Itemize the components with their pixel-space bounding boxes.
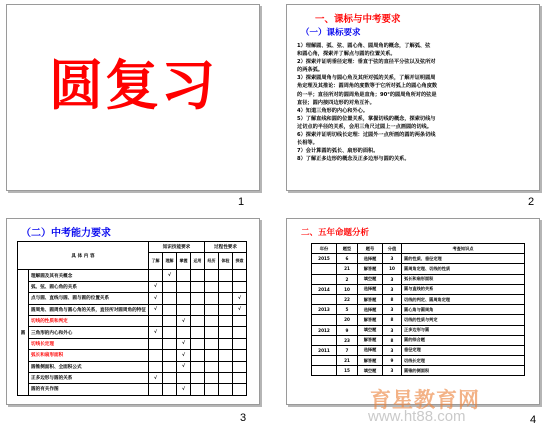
watermark-url: www.ht88.com bbox=[368, 408, 466, 425]
slide-thumbnail-4[interactable] bbox=[286, 218, 540, 405]
check-cell bbox=[205, 304, 219, 315]
check-cell bbox=[233, 372, 247, 383]
table-cell: 3 bbox=[383, 254, 402, 264]
check-cell bbox=[191, 372, 205, 383]
header-cell: 题号 bbox=[358, 244, 383, 254]
table-cell: 9 bbox=[383, 356, 402, 366]
requirement-line: 7）会计算圆的弧长、扇形的面积。 bbox=[297, 148, 379, 155]
header-subcol: 掌握 bbox=[177, 253, 191, 270]
check-cell: √ bbox=[149, 372, 163, 383]
header-subcol: 体验 bbox=[219, 253, 233, 270]
check-cell bbox=[205, 372, 219, 383]
table-row bbox=[18, 270, 247, 281]
table-cell bbox=[312, 315, 337, 325]
table-cell: 圆周角定理、切线的性质 bbox=[402, 264, 525, 274]
check-cell bbox=[163, 338, 177, 349]
slide-thumbnail-3[interactable] bbox=[6, 218, 260, 405]
check-cell bbox=[163, 315, 177, 326]
table-cell: 2012 bbox=[312, 325, 337, 335]
check-cell bbox=[205, 350, 219, 361]
check-cell bbox=[191, 293, 205, 304]
header-subcol: 探索 bbox=[233, 253, 247, 270]
check-cell bbox=[177, 270, 191, 281]
slide-thumbnail-2[interactable] bbox=[286, 4, 540, 191]
check-cell bbox=[233, 270, 247, 281]
row-content: 正多边形与圆的关系 bbox=[29, 372, 149, 383]
check-cell bbox=[205, 281, 219, 292]
check-cell bbox=[163, 281, 177, 292]
table-cell: 填空题 bbox=[358, 325, 383, 335]
check-cell bbox=[233, 327, 247, 338]
check-cell bbox=[205, 338, 219, 349]
header-subcol: 运用 bbox=[191, 253, 205, 270]
check-cell bbox=[191, 327, 205, 338]
requirement-line: 和圆心角，探索并了解点与圆的位置关系。 bbox=[297, 51, 396, 58]
check-cell bbox=[191, 304, 205, 315]
check-cell bbox=[177, 327, 191, 338]
table-cell: 圆的性质、垂径定理 bbox=[402, 254, 525, 264]
ability-requirements-table bbox=[17, 241, 247, 396]
table-cell: 15 bbox=[337, 366, 358, 376]
page-number-4: 4 bbox=[530, 414, 537, 426]
table-cell: 8 bbox=[383, 315, 402, 325]
check-cell bbox=[163, 327, 177, 338]
slide-heading: 二、五年命题分析 bbox=[301, 228, 370, 238]
check-cell bbox=[149, 315, 163, 326]
table-row bbox=[312, 284, 525, 294]
header-skills: 知识技能要求 bbox=[149, 242, 205, 253]
check-cell bbox=[191, 270, 205, 281]
row-content: 圆的有关作图 bbox=[29, 384, 149, 395]
table-row bbox=[312, 335, 525, 345]
row-content: 圆锥侧面积、全面积公式 bbox=[29, 361, 149, 372]
check-cell bbox=[233, 281, 247, 292]
table-row bbox=[312, 305, 525, 315]
requirement-line: 1）理解圆、弧、弦、圆心角、圆周角的概念，了解弧、弦 bbox=[297, 43, 431, 49]
table-cell: 3 bbox=[383, 345, 402, 355]
table-cell: 3 bbox=[383, 325, 402, 335]
table-cell: 2011 bbox=[312, 345, 337, 355]
check-cell bbox=[205, 293, 219, 304]
watermark-logo-text: 育星教育网 bbox=[370, 388, 480, 412]
table-cell: 弧长和扇形面积 bbox=[402, 274, 525, 284]
table-cell: 9 bbox=[337, 325, 358, 335]
curriculum-requirements bbox=[297, 42, 533, 163]
requirement-line: 的一半；直径所对的圆周角是直角；90°的圆周角所对的弦是 bbox=[297, 91, 437, 98]
table-cell: 6 bbox=[337, 254, 358, 264]
table-row bbox=[18, 327, 247, 338]
table-row bbox=[312, 345, 525, 355]
table-cell: 21 bbox=[337, 356, 358, 366]
check-cell bbox=[163, 372, 177, 383]
table-cell: 填空题 bbox=[358, 366, 383, 376]
check-cell bbox=[149, 384, 163, 395]
table-cell: 3 bbox=[383, 366, 402, 376]
table-cell bbox=[312, 335, 337, 345]
check-cell bbox=[233, 384, 247, 395]
header-content: 具 体 内 容 bbox=[18, 242, 149, 270]
row-content: 三角形的内心和外心 bbox=[29, 327, 149, 338]
check-cell bbox=[163, 304, 177, 315]
check-cell bbox=[163, 384, 177, 395]
header-cell: 年份 bbox=[312, 244, 337, 254]
page-number-3: 3 bbox=[240, 412, 247, 424]
table-cell bbox=[312, 264, 337, 274]
row-content: 弧长和扇形面积 bbox=[29, 350, 149, 361]
table-cell: 10 bbox=[383, 264, 402, 274]
check-cell: √ bbox=[177, 338, 191, 349]
table-row bbox=[312, 264, 525, 274]
table-cell bbox=[312, 366, 337, 376]
table-cell: 圆心角与圆周角 bbox=[402, 305, 525, 315]
check-cell bbox=[219, 361, 233, 372]
table-row bbox=[312, 315, 525, 325]
check-cell bbox=[219, 281, 233, 292]
table-cell: 垂径定理 bbox=[402, 345, 525, 355]
table-cell: 8 bbox=[383, 294, 402, 304]
header-cell: 考查知识点 bbox=[402, 244, 525, 254]
check-cell bbox=[177, 304, 191, 315]
exam-analysis-table bbox=[311, 243, 525, 376]
check-cell bbox=[219, 270, 233, 281]
table-cell: 圆与直线的关系 bbox=[402, 284, 525, 294]
header-subcol: 经历 bbox=[205, 253, 219, 270]
check-cell bbox=[233, 315, 247, 326]
check-cell bbox=[177, 281, 191, 292]
check-cell bbox=[149, 361, 163, 372]
check-cell bbox=[191, 338, 205, 349]
check-cell: √ bbox=[163, 270, 177, 281]
check-cell bbox=[163, 350, 177, 361]
table-cell: 23 bbox=[337, 335, 358, 345]
requirement-line: 过切点的半径的关系，会用三角尺过圆上一点画圆的切线。 bbox=[297, 123, 432, 130]
table-row bbox=[18, 304, 247, 315]
page-number-2: 2 bbox=[528, 196, 535, 208]
table-row bbox=[18, 350, 247, 361]
requirement-line: 6）探索并证明切线长定理：过圆外一点所画的圆的两条切线 bbox=[297, 132, 436, 139]
table-row bbox=[18, 361, 247, 372]
table-cell: 选择题 bbox=[358, 305, 383, 315]
check-cell: √ bbox=[149, 304, 163, 315]
table-row bbox=[312, 254, 525, 264]
table-cell: 3 bbox=[383, 274, 402, 284]
table-cell: 选择题 bbox=[358, 345, 383, 355]
check-cell bbox=[163, 361, 177, 372]
check-cell bbox=[219, 293, 233, 304]
slide-title: 圆复习 bbox=[49, 53, 217, 117]
table-row bbox=[18, 384, 247, 395]
check-cell bbox=[191, 281, 205, 292]
table-row bbox=[18, 315, 247, 326]
table-cell bbox=[312, 356, 337, 366]
row-content: 点与圆、直线与圆、圆与圆的位置关系 bbox=[29, 293, 149, 304]
slide-heading: 一、课标与中考要求 bbox=[315, 14, 401, 25]
requirement-line: 直径；圆内接四边形的对角互补。 bbox=[297, 99, 375, 106]
table-cell: 2015 bbox=[312, 254, 337, 264]
check-cell bbox=[149, 270, 163, 281]
row-content: 切线的性质和判定 bbox=[29, 315, 149, 326]
check-cell bbox=[219, 327, 233, 338]
table-cell: 解答题 bbox=[358, 335, 383, 345]
table-row bbox=[18, 281, 247, 292]
slide-subheading: （一）课标要求 bbox=[301, 28, 361, 38]
table-row bbox=[18, 293, 247, 304]
row-content: 圆周角、圆周角与圆心角的关系，直径所对圆周角的特征 bbox=[29, 304, 149, 315]
table-cell: 5 bbox=[337, 305, 358, 315]
table-cell: 选择题 bbox=[358, 284, 383, 294]
check-cell bbox=[205, 315, 219, 326]
header-subcol: 理解 bbox=[163, 253, 177, 270]
check-cell bbox=[163, 293, 177, 304]
table-cell: 10 bbox=[337, 284, 358, 294]
side-label: 圆 bbox=[18, 270, 29, 395]
check-cell: √ bbox=[177, 384, 191, 395]
check-cell bbox=[219, 315, 233, 326]
check-cell bbox=[149, 338, 163, 349]
table-cell: 圆锥的侧面积 bbox=[402, 366, 525, 376]
table-row bbox=[312, 356, 525, 366]
table-cell: 切线的判定、圆周角定理 bbox=[402, 294, 525, 304]
table-row bbox=[18, 372, 247, 383]
check-cell bbox=[191, 361, 205, 372]
header-cell: 题型 bbox=[337, 244, 358, 254]
header-process: 过程性要求 bbox=[205, 242, 247, 253]
check-cell bbox=[205, 327, 219, 338]
header-subcol: 了解 bbox=[149, 253, 163, 270]
table-cell: 解答题 bbox=[358, 356, 383, 366]
requirement-line: 角定理及其推论：圆周角的度数等于它所对弧上的圆心角度数 bbox=[297, 83, 438, 90]
table-row bbox=[18, 338, 247, 349]
check-cell: √ bbox=[149, 281, 163, 292]
check-cell bbox=[191, 315, 205, 326]
check-cell bbox=[149, 350, 163, 361]
check-cell bbox=[219, 304, 233, 315]
table-cell bbox=[312, 294, 337, 304]
slide-thumbnail-1[interactable] bbox=[6, 4, 260, 191]
check-cell bbox=[205, 361, 219, 372]
table-cell: 8 bbox=[383, 335, 402, 345]
table-cell: 3 bbox=[383, 284, 402, 294]
table-cell: 解答题 bbox=[358, 315, 383, 325]
table-cell: 切线长定理 bbox=[402, 356, 525, 366]
table-cell: 解答题 bbox=[358, 264, 383, 274]
check-cell: √ bbox=[177, 315, 191, 326]
check-cell bbox=[219, 350, 233, 361]
check-cell: √ bbox=[233, 304, 247, 315]
check-cell bbox=[219, 338, 233, 349]
table-cell: 选择题 bbox=[358, 254, 383, 264]
row-content: 弧、弦、圆心角的关系 bbox=[29, 281, 149, 292]
table-cell: 7 bbox=[337, 345, 358, 355]
table-row bbox=[312, 274, 525, 284]
row-content: 理解圆及其有关概念 bbox=[29, 270, 149, 281]
check-cell bbox=[233, 361, 247, 372]
requirement-line: 8）了解正多边形的概念及正多边形与圆的关系。 bbox=[297, 156, 410, 163]
slide-heading: （二）中考能力要求 bbox=[21, 228, 111, 239]
check-cell bbox=[233, 338, 247, 349]
table-cell: 正多边形与圆 bbox=[402, 325, 525, 335]
table-cell bbox=[312, 274, 337, 284]
table-cell: 2014 bbox=[312, 284, 337, 294]
table-cell: 填空题 bbox=[358, 274, 383, 284]
check-cell bbox=[205, 384, 219, 395]
page-number-1: 1 bbox=[238, 196, 245, 208]
table-row bbox=[312, 325, 525, 335]
check-cell: √ bbox=[177, 361, 191, 372]
table-cell: 2 bbox=[337, 274, 358, 284]
check-cell bbox=[219, 384, 233, 395]
header-cell: 分值 bbox=[383, 244, 402, 254]
row-content: 切线长定理 bbox=[29, 338, 149, 349]
table-cell: 2013 bbox=[312, 305, 337, 315]
requirement-line: 5）了解直线和圆的位置关系，掌握切线的概念，探索切线与 bbox=[297, 115, 436, 122]
table-cell: 20 bbox=[337, 315, 358, 325]
check-cell: √ bbox=[149, 293, 163, 304]
check-cell bbox=[191, 350, 205, 361]
table-cell: 3 bbox=[383, 305, 402, 315]
table-cell: 22 bbox=[337, 294, 358, 304]
table-cell: 圆的综合题 bbox=[402, 335, 525, 345]
check-cell bbox=[205, 270, 219, 281]
requirement-line: 的两条弧。 bbox=[297, 67, 323, 74]
requirement-line: 长相等。 bbox=[297, 140, 318, 147]
table-row bbox=[312, 294, 525, 304]
check-cell: √ bbox=[149, 327, 163, 338]
check-cell bbox=[177, 293, 191, 304]
check-cell bbox=[219, 372, 233, 383]
check-cell bbox=[233, 350, 247, 361]
table-cell: 切线的性质与判定 bbox=[402, 315, 525, 325]
table-cell: 21 bbox=[337, 264, 358, 274]
check-cell bbox=[177, 372, 191, 383]
table-row bbox=[312, 366, 525, 376]
requirement-line: 4）知道三角形的内心和外心。 bbox=[297, 107, 369, 114]
requirement-line: 2）探索并证明垂径定理：垂直于弦的直径平分弦以及弦所对 bbox=[297, 59, 436, 66]
check-cell: √ bbox=[177, 350, 191, 361]
check-cell: √ bbox=[233, 293, 247, 304]
requirement-line: 3）探索圆周角与圆心角及其所对弧的关系，了解并证明圆周 bbox=[297, 75, 436, 82]
table-cell: 解答题 bbox=[358, 294, 383, 304]
check-cell bbox=[191, 384, 205, 395]
